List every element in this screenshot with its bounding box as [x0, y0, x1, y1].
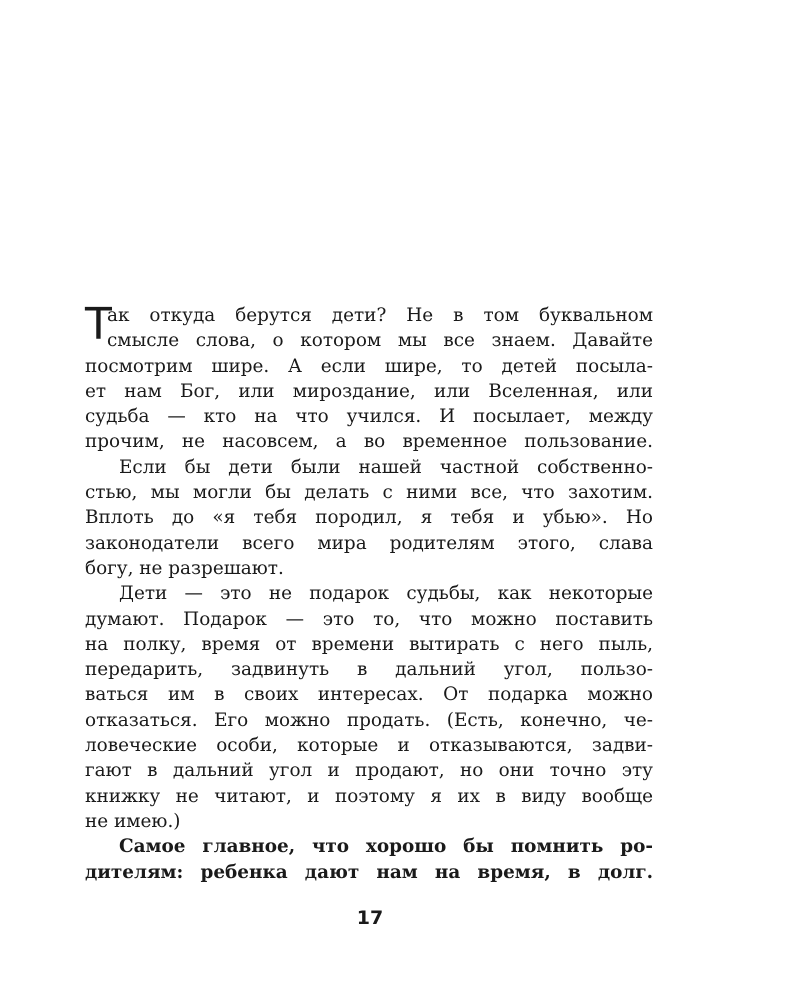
- line-text: ак откуда берутся дети? Не в том буквальном: [107, 305, 653, 326]
- paragraph-2-line-4: законодатели всего мира родителям этого, слава: [85, 532, 653, 554]
- paragraph-3-line-1: Дети — это не подарок судьбы, как некоторые: [119, 583, 653, 605]
- paragraph-3-line-5: ваться им в своих интересах. От подарка можно: [85, 684, 653, 706]
- paragraph-3-line-4: передарить, задвинуть в дальний угол, пользо-: [85, 659, 653, 681]
- paragraph-1-line-3: посмотрим шире. А если шире, то детей посыла-: [85, 355, 653, 377]
- paragraph-2-line-5: богу, не разрешают.: [85, 557, 284, 579]
- paragraph-3-line-8: гают в дальний угол и продают, но они точно эту: [85, 760, 653, 782]
- paragraph-3-line-9: книжку не читают, и поэтому я их в виду вообще: [85, 785, 653, 807]
- page-number: 17: [356, 907, 384, 929]
- paragraph-3-line-10: не имею.): [85, 810, 181, 832]
- paragraph-4-line-1: Самое главное, что хорошо бы помнить ро-: [119, 836, 653, 858]
- paragraph-3-line-2: думают. Подарок — это то, что можно поставить: [85, 608, 653, 630]
- paragraph-1-line-4: ет нам Бог, или мироздание, или Вселенная, или: [85, 380, 653, 402]
- body-text: [85, 299, 653, 885]
- paragraph-3-line-6: отказаться. Его можно продать. (Есть, конечно, че-: [85, 709, 653, 731]
- paragraph-1-line-5: судьба — кто на что учился. И посылает, между: [85, 406, 653, 428]
- paragraph-1-line-6: прочим, не насовсем, а во временное пользование.: [85, 431, 653, 453]
- paragraph-2-line-1: Если бы дети были нашей частной собственно-: [119, 456, 653, 478]
- paragraph-1-line-2: смысле слова, о котором мы все знаем. Давайте: [107, 330, 653, 352]
- paragraph-2-line-3: Вплоть до «я тебя породил, я тебя и убью». Но: [85, 507, 653, 529]
- paragraph-3-line-7: ловеческие особи, которые и отказываются, задви-: [85, 735, 653, 757]
- drop-cap-letter: Т: [85, 299, 112, 350]
- paragraph-2-line-2: стью, мы могли бы делать с ними все, что захотим.: [85, 482, 653, 504]
- paragraph-4-line-2: дителям: ребенка дают нам на время, в долг.: [85, 861, 653, 883]
- paragraph-3-line-3: на полку, время от времени вытирать с него пыль,: [85, 633, 653, 655]
